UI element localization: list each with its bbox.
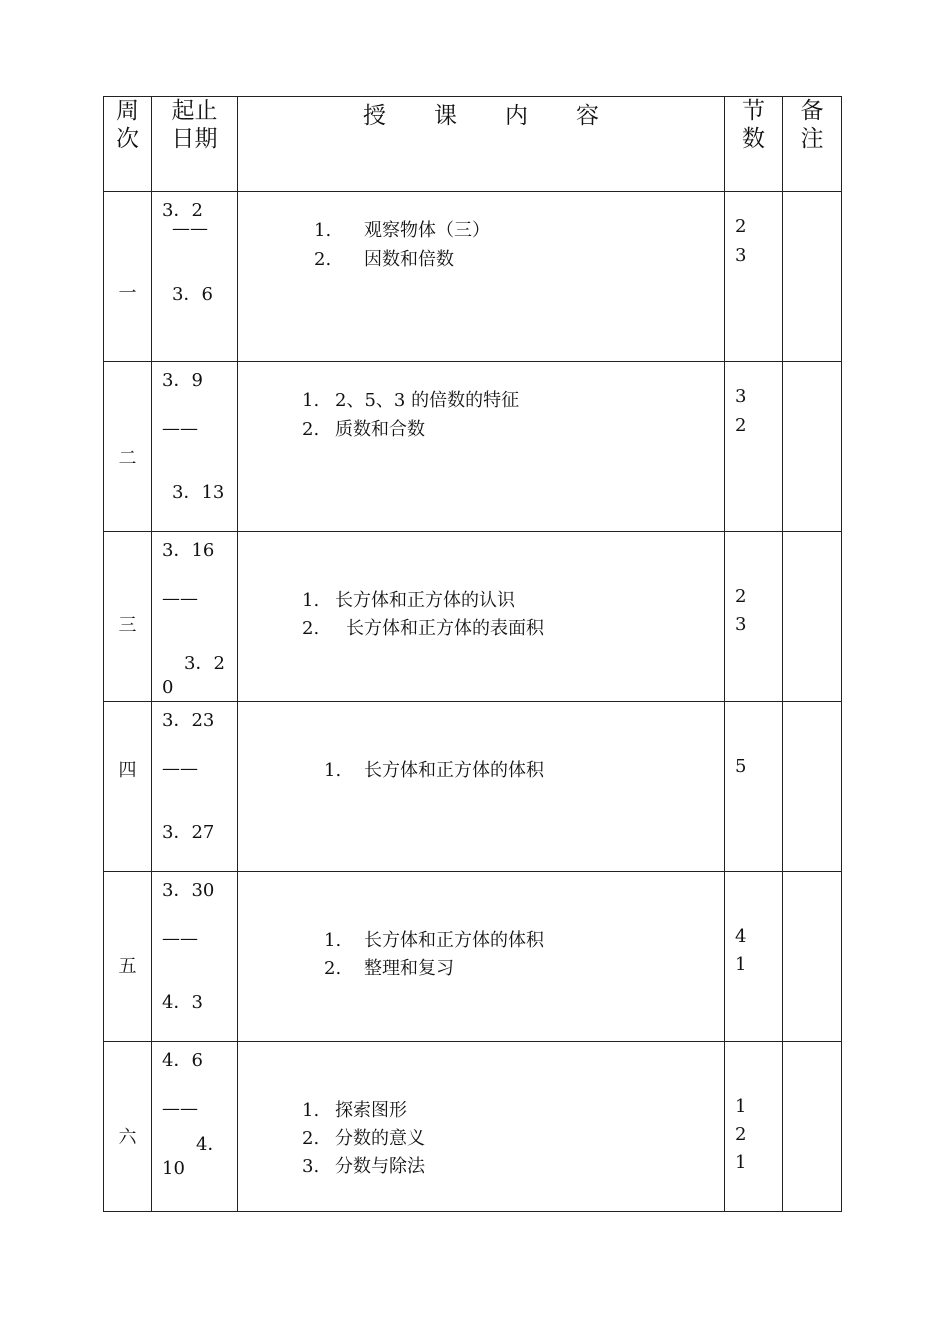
- list-item: 2. 分数的意义: [302, 1128, 425, 1149]
- list-item: 1. 观察物体（三）: [314, 220, 490, 241]
- week-label: 六: [104, 1042, 152, 1212]
- date-range: 3．2 —— 3．6: [152, 192, 238, 362]
- table-row: [104, 362, 842, 532]
- date-range: 3．23 —— 3．27: [152, 702, 238, 872]
- table-row: [104, 532, 842, 702]
- list-item: 1. 2、5、3 的倍数的特征: [302, 390, 520, 411]
- teaching-schedule-table: [103, 96, 842, 1212]
- list-item: 1. 长方体和正方体的体积: [324, 760, 544, 781]
- week-label: 二: [104, 362, 152, 532]
- notes-cell: [783, 532, 842, 702]
- lesson-content: [238, 872, 725, 1042]
- date-range: 4．6 —— 4． 10: [152, 1042, 238, 1212]
- list-item: 1. 探索图形: [302, 1100, 407, 1121]
- notes-cell: [783, 702, 842, 872]
- lesson-content: [238, 362, 725, 532]
- header-date: 起止 日期: [152, 97, 238, 192]
- list-item: 2. 因数和倍数: [314, 249, 454, 270]
- week-label: 一: [104, 192, 152, 362]
- lesson-hours: 5: [725, 702, 783, 872]
- notes-cell: [783, 362, 842, 532]
- table-row: [104, 872, 842, 1042]
- lesson-hours: 3 2: [725, 362, 783, 532]
- table-row: [104, 1042, 842, 1212]
- lesson-hours: 1 2 1: [725, 1042, 783, 1212]
- notes-cell: [783, 192, 842, 362]
- lesson-content: [238, 1042, 725, 1212]
- notes-cell: [783, 1042, 842, 1212]
- list-item: 2. 质数和合数: [302, 419, 425, 440]
- lesson-hours: 2 3: [725, 192, 783, 362]
- lesson-content: [238, 702, 725, 872]
- week-label: 五: [104, 872, 152, 1042]
- week-label: 四: [104, 702, 152, 872]
- header-notes: 备 注: [783, 97, 842, 192]
- list-item: 2. 长方体和正方体的表面积: [302, 618, 544, 639]
- lesson-hours: 4 1: [725, 872, 783, 1042]
- header-hours: 节 数: [725, 97, 783, 192]
- notes-cell: [783, 872, 842, 1042]
- list-item: 1. 长方体和正方体的认识: [302, 590, 515, 611]
- week-label: 三: [104, 532, 152, 702]
- table-row: [104, 702, 842, 872]
- date-range: 3．9 —— 3．13: [152, 362, 238, 532]
- date-range: 3．30 —— 4．3: [152, 872, 238, 1042]
- lesson-content: [238, 532, 725, 702]
- lesson-hours: 2 3: [725, 532, 783, 702]
- list-item: 2. 整理和复习: [324, 958, 454, 979]
- list-item: 1. 长方体和正方体的体积: [324, 930, 544, 951]
- list-item: 3. 分数与除法: [302, 1156, 425, 1177]
- header-row: [104, 97, 842, 192]
- table-row: [104, 192, 842, 362]
- header-week: 周 次: [104, 97, 152, 192]
- lesson-content: [238, 192, 725, 362]
- header-content: 授 课 内 容: [238, 97, 725, 192]
- date-range: 3．16 —— 3．2 0: [152, 532, 238, 702]
